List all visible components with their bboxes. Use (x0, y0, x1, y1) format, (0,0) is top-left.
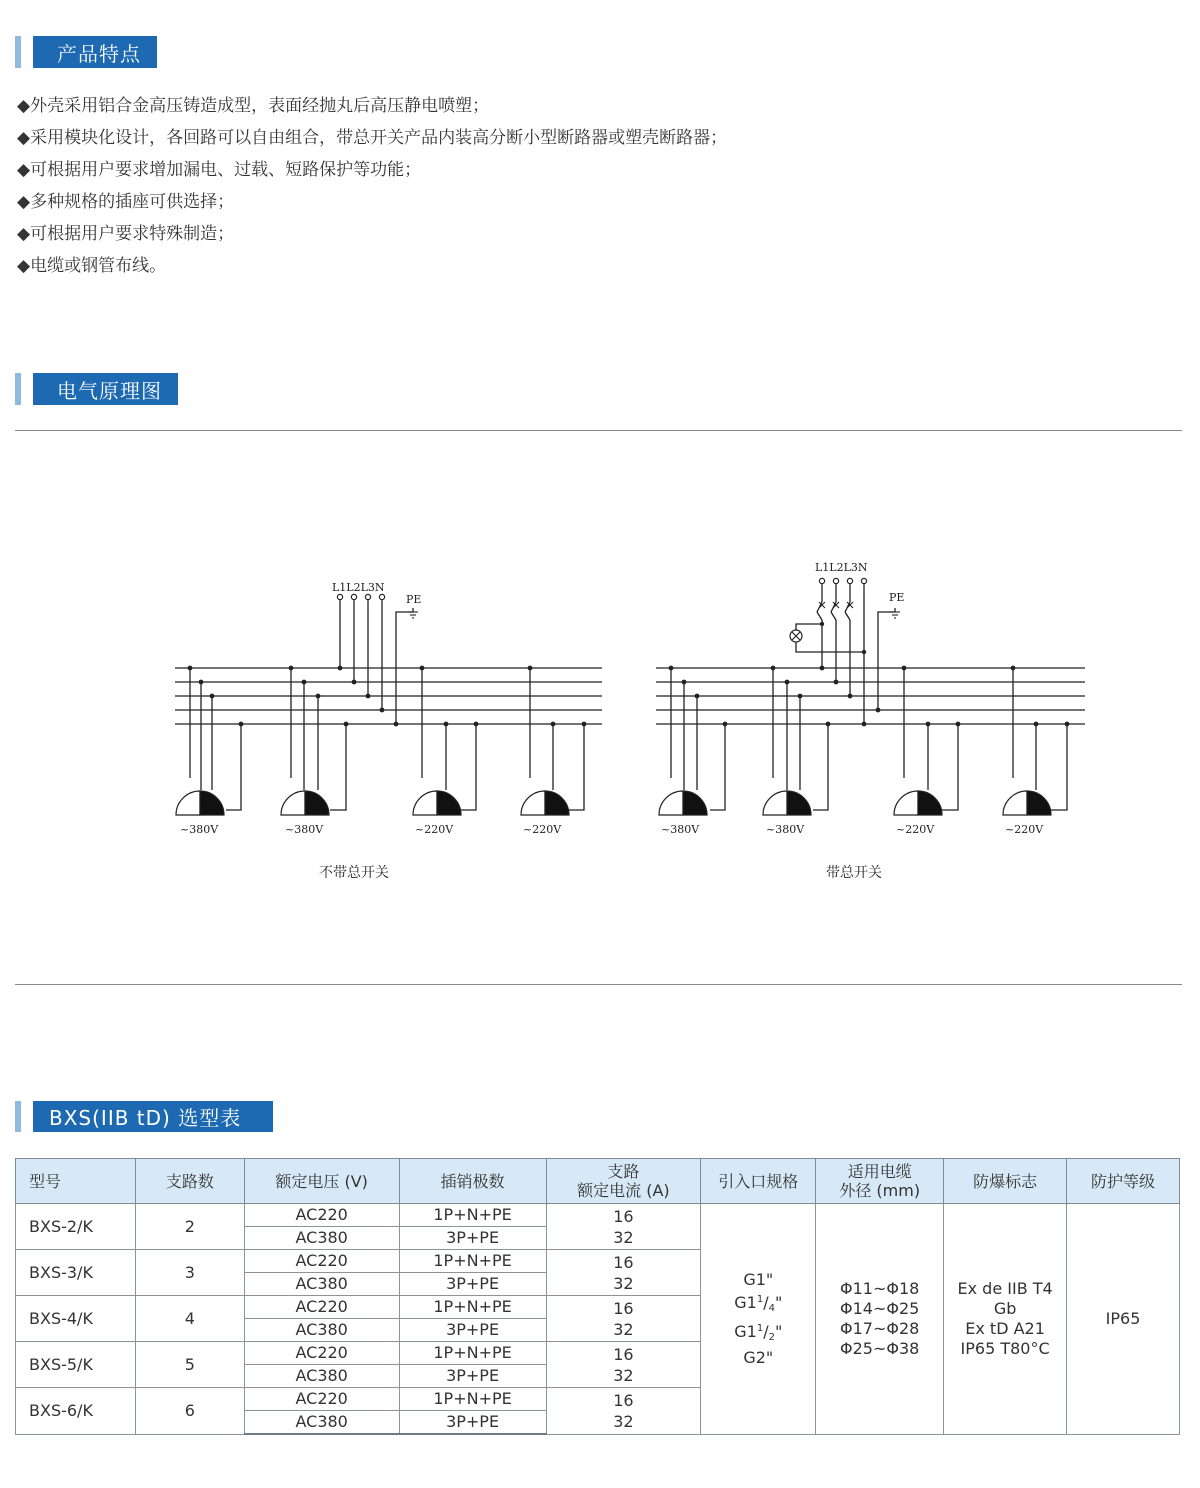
model-cell: BXS-2/K (16, 1204, 136, 1250)
current-cell: 16 32 (546, 1250, 701, 1296)
diagram-caption: 不带总开关 (319, 865, 389, 881)
voltage-cell: AC220 (244, 1342, 399, 1365)
poles-cell: 3P+PE (399, 1365, 546, 1388)
selection-table (15, 1158, 1180, 1435)
socket-voltage-label: ~380V (180, 823, 219, 836)
ex-marking-cell: Ex de IIB T4 Gb Ex tD A21 IP65 T80°C (944, 1204, 1067, 1435)
divider (15, 984, 1182, 985)
socket-voltage-label: ~220V (523, 823, 562, 836)
col-header-ex: 防爆标志 (944, 1159, 1067, 1204)
current-cell: 16 32 (546, 1296, 701, 1342)
poles-cell: 3P+PE (399, 1411, 546, 1435)
voltage-cell: AC220 (244, 1388, 399, 1411)
feature-list (17, 90, 727, 282)
poles-cell: 1P+N+PE (399, 1250, 546, 1273)
terminal-label: L1L2L3N (815, 561, 868, 574)
ip-rating-cell: IP65 (1067, 1204, 1180, 1435)
branches-cell: 3 (135, 1250, 244, 1296)
model-cell: BXS-4/K (16, 1296, 136, 1342)
current-cell: 16 32 (546, 1342, 701, 1388)
voltage-cell: AC220 (244, 1250, 399, 1273)
branches-cell: 5 (135, 1342, 244, 1388)
socket-voltage-label: ~380V (661, 823, 700, 836)
poles-cell: 3P+PE (399, 1273, 546, 1296)
col-header-branches: 支路数 (135, 1159, 244, 1204)
poles-cell: 1P+N+PE (399, 1388, 546, 1411)
voltage-cell: AC220 (244, 1204, 399, 1227)
voltage-cell: AC380 (244, 1365, 399, 1388)
socket-voltage-label: ~220V (896, 823, 935, 836)
feature-item: ◆采用模块化设计，各回路可以自由组合，带总开关产品内装高分断小型断路器或塑壳断路器； (17, 128, 728, 148)
divider (15, 430, 1182, 431)
section-header-diagram (15, 373, 178, 405)
voltage-cell: AC380 (244, 1319, 399, 1342)
poles-cell: 3P+PE (399, 1227, 546, 1250)
poles-cell: 3P+PE (399, 1319, 546, 1342)
feature-item: ◆外壳采用铝合金高压铸造成型，表面经抛丸后高压静电喷塑； (17, 96, 490, 116)
section-title: BXS(IIB tD) 选型表 (33, 1101, 273, 1132)
table-header-row (16, 1159, 1180, 1204)
diagram-caption: 带总开关 (826, 865, 882, 881)
electrical-schematic (0, 440, 1200, 980)
current-cell: 16 32 (546, 1204, 701, 1250)
col-header-voltage: 额定电压 (V) (244, 1159, 399, 1204)
section-title: 产品特点 (33, 36, 157, 68)
col-header-cable: 适用电缆 外径 (mm) (816, 1159, 944, 1204)
socket-voltage-label: ~220V (1005, 823, 1044, 836)
section-header-table (15, 1101, 273, 1132)
poles-cell: 1P+N+PE (399, 1342, 546, 1365)
model-cell: BXS-6/K (16, 1388, 136, 1435)
col-header-entry: 引入口规格 (701, 1159, 816, 1204)
table-row (16, 1204, 1180, 1227)
col-header-model: 型号 (16, 1159, 136, 1204)
feature-item: ◆多种规格的插座可供选择； (17, 192, 235, 212)
model-cell: BXS-3/K (16, 1250, 136, 1296)
feature-item: ◆可根据用户要求特殊制造； (17, 224, 235, 244)
pe-label: PE (406, 593, 422, 606)
branches-cell: 4 (135, 1296, 244, 1342)
cable-diameter-cell: Φ11~Φ18 Φ14~Φ25 Φ17~Φ28 Φ25~Φ38 (816, 1204, 944, 1435)
voltage-cell: AC380 (244, 1273, 399, 1296)
socket-voltage-label: ~380V (285, 823, 324, 836)
col-header-current: 支路 额定电流 (A) (546, 1159, 701, 1204)
current-cell: 16 32 (546, 1388, 701, 1435)
feature-item: ◆电缆或钢管布线。 (17, 256, 167, 276)
pe-label: PE (889, 591, 905, 604)
section-title: 电气原理图 (33, 373, 178, 405)
col-header-poles: 插销极数 (399, 1159, 546, 1204)
voltage-cell: AC220 (244, 1296, 399, 1319)
terminal-label: L1L2L3N (332, 581, 385, 594)
voltage-cell: AC380 (244, 1411, 399, 1435)
socket-voltage-label: ~380V (766, 823, 805, 836)
voltage-cell: AC380 (244, 1227, 399, 1250)
col-header-ip: 防护等级 (1067, 1159, 1180, 1204)
model-cell: BXS-5/K (16, 1342, 136, 1388)
poles-cell: 1P+N+PE (399, 1204, 546, 1227)
branches-cell: 2 (135, 1204, 244, 1250)
section-header-features (15, 36, 157, 68)
poles-cell: 1P+N+PE (399, 1296, 546, 1319)
socket-voltage-label: ~220V (415, 823, 454, 836)
feature-item: ◆可根据用户要求增加漏电、过载、短路保护等功能； (17, 160, 422, 180)
branches-cell: 6 (135, 1388, 244, 1435)
entry-spec-cell: G1" $G1^1/_4$" $G1^1/_2$" G2" (701, 1204, 816, 1435)
